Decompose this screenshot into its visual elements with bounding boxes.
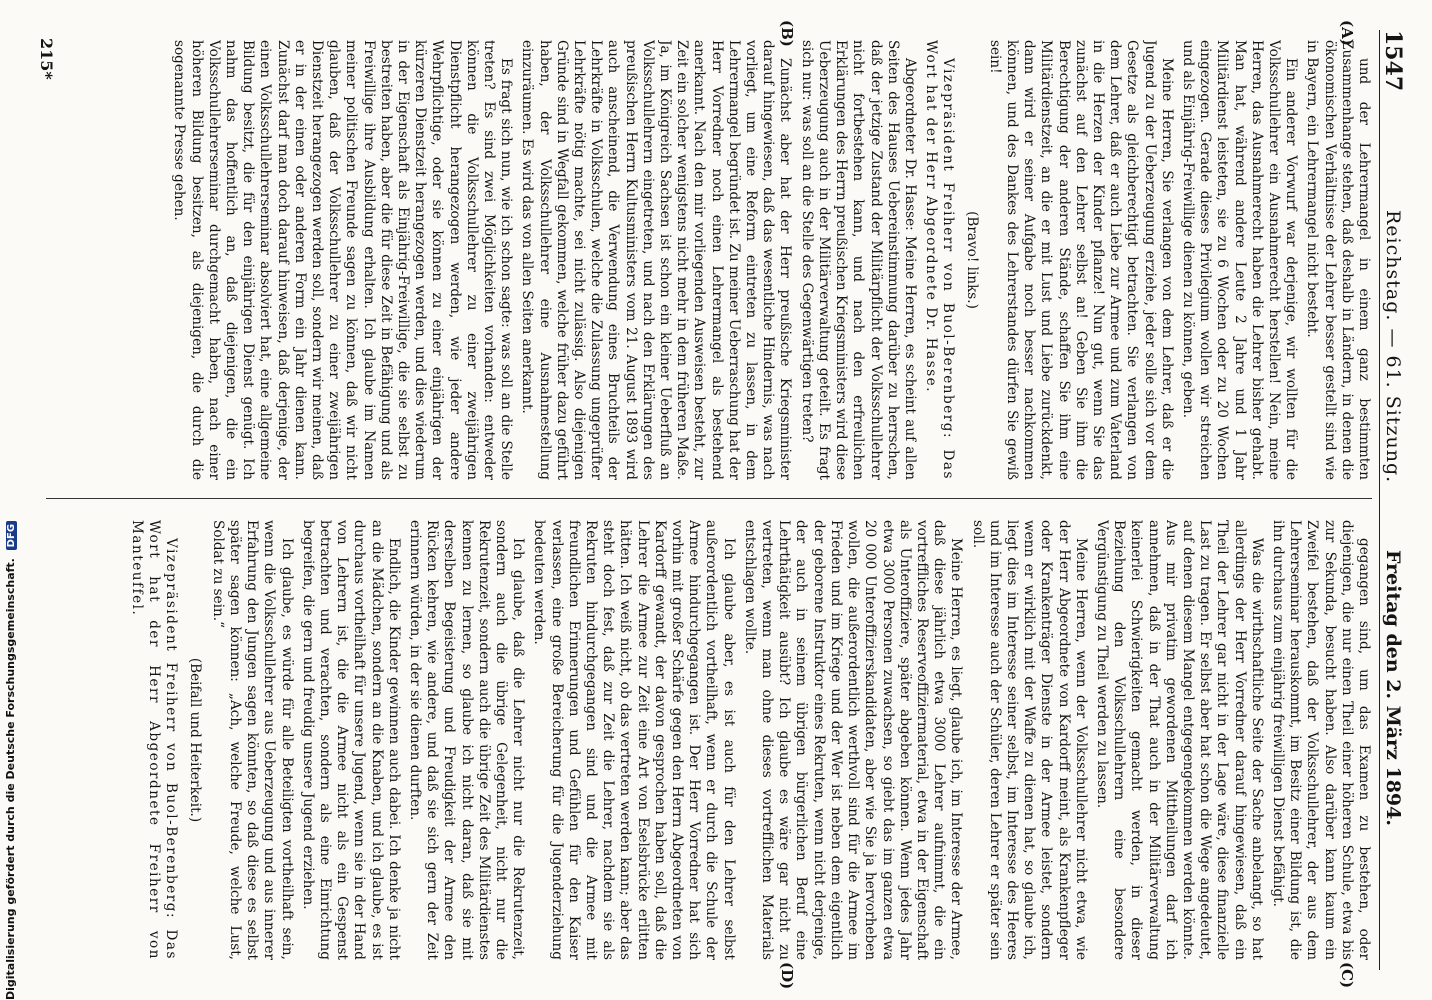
paragraph: Ich glaube, daß die Lehrer nicht nur die Rekrutenzeit, sondern auch die übrige Gelegenheit, nicht nur die Rekrutenzeit, sondern auch die übrige Zeit des Militärdienstes kennen zu lernen, so glaube ich nicht daran, daß sie mit derselben Begeisterung und Freudigkeit der Armee den Rücken kehren, wie andere, und daß sie sich gern der Zeit erinnern würden, in der sie dienen durften. [407, 520, 527, 960]
paragraph: Abgeordneter Dr. Hasse: Meine Herren, es scheint auf allen Seiten des Hauses Uebereinstimmung darüber zu herrschen, daß der jetzige Zustand der Militärpflicht der Volksschullehrer nicht fortbestehen kann, und nach den erfreulichen Erklärungen des Herrn preußischen Kriegsministers wird diese Ueberzeugung auch in der Militärverwaltung geteilt. Es fragt sich nur: was soll an die Stelle des Gegenwärtigen treten? [798, 40, 918, 480]
paragraph: Es fragt sich nun, wie ich schon sagte: was soll an die Stelle treten? Es sind zwei Möglichkeiten vorhanden: entweder können die Volksschullehrer zu einer zweijährigen Dienstpflicht herangezogen werden, wie jeder andere Wehrpflichtige, oder sie können zu einer einjährigen der kürzeren Dienstzeit herangezogen werden, und dies wiederum in der Eigenschaft als Einjährig-Freiwillige, die sie selbst zu bestreiten haben, aber die für diese Zeit in Befähigung und als Freiwillige ihre Ausbildung erhalten. Ich glaube im Namen meiner politischen Freunde sagen zu können, daß wir nicht glauben, daß der Volksschullehrer zu einer zweijährigen Dienstzeit herangezogen werden soll, sondern wir meinen, daß er in der einen oder anderen Form ein Jahr dienen kann. Zunächst darf man doch darauf hinweisen, daß derjenige, der einen Volksschullehrerseminar absolviert hat, eine allgemeine Bildung besitzt, die für den einjährigen Dienst genügt. Ich nahm das hoffentlich an, daß diejenigen, die ein Volksschullehrerseminar durchgemacht haben, nach einer höheren Bildung besitzen, als diejenigen, die durch die sogenannte Presse gehen. [171, 40, 515, 480]
paragraph: Ich glaube, es würde für alle Beteiligten vortheilhaft sein, wenn die Volksschullehrer aus Ueberzeugung und aus innerer Erfahrung den Jungen sagen könnten, so daß diese es selbst später sagen können: „Ach, welche Freude, welche Lust, Soldat zu sein.“ [209, 520, 295, 960]
dfg-logo: DFG [6, 521, 17, 550]
rotated-sheet [16, 20, 1416, 990]
paragraph: Zunächst aber hat der Herr preußische Kriegsminister darauf hingewiesen, daß das wesentliche Hindernis, was nach vorliegt, um eine Reform eintreten zu lassen, in dem Lehrermangel begründet ist. Zu meiner Ueberraschung hat der Herr Vorredner noch einen Lehrermangel als bestehend anerkannt. Nach den mir vorliegenden Ausweisen besteht, zur Zeit ein solcher wenigstens nicht mehr in dem früheren Maße. Ja, im Königreich Sachsen ist schon ein kleiner Ueberfluß an Volksschullehrern eingetreten, und nach den Erklärungen des preußischen Herrn Kultusministers vom 21. August 1893 wird auch anscheinend, die Verwendung eines Bruchteils der Lehrkräfte in Volksschulen, welche die Zulassung ungeprüfter Lehrkräfte nötig machte, sei nicht zulässig. Also diejenigen Gründe sind in Wegfall gekommen, welche früher dazu geführt haben, der Volksschullehrer eine Ausnahmestellung einzuräumen. Es wird das von allen Seiten anerkannt. [519, 40, 794, 480]
margin-marker-a: (A) [1338, 20, 1356, 46]
paragraph: Ein anderer Vorwurf war derjenige, wir wollten für die Volksschullehrer ein Ausnahmerecht herstellen! Nein, meine Herren, das Ausnahmerecht haben die Lehrer bisher gehabt. Man hat, während andere Leute 2 Jahre und 1 Jahr Militärdienst leisteten, sie zu 6 Wochen oder zu 20 Wochen eingezogen. Gerade dieses Privilegium wollen wir streichen und als Einjährig-Freiwillige dienen zu können, geben. [1179, 40, 1300, 480]
paragraph: und der Lehrermangel in einem ganz bestimmten Zusammenhange stehen, daß deshalb in Ländern, in denen die ökonomischen Verhältnisse der Lehrer besser gestellt sind wie in Bayern, ein Lehrermangel nicht besteht. [1304, 40, 1372, 480]
paragraph: Meine Herren, wenn der Volksschullehrer nicht etwa, wie der Herr Abgeordnete von Kardorff meint, als Krankenpfleger oder Krankenträger Dienste in der Armee leistet, sondern wenn er wirklich mit der Waffe zu dienen hat, so glaube ich, liegt dies im Interesse seiner selbst, im Interesse des Heeres und im Interesse auch der Schüler, deren Lehrer er später sein soll. [969, 520, 1089, 960]
sheet-signature: 215* [37, 38, 56, 80]
paragraph: Ich glaube aber, es ist auch für den Lehrer selbst außerordentlich vortheilhaft, wenn er durch die Schule der Armee hindurchgegangen ist. Der Herr Vorredner hat sich vorhin mit großer Schärfe gegen den Herrn Abgeordneten von Kardorff gewandt, der davon gesprochen haben soll, daß die Lehrer die Armee zur Zeit eine Art von Eselsbrücke erlitten hätten. Ich weiß nicht, ob das vertreten werden kann; aber das steht doch fest, daß zur Zeit die Lehrer, nachdem sie als Rekruten hindurchgegangen sind und die Armee mit freundlichen Erinnerungen und Gefühlen für den Kaiser verlassen, eine große Bereicherung für die Jugenderziehung bedeuten werden. [531, 520, 737, 960]
margin-marker-d: (D) [778, 962, 796, 990]
paragraph: Endlich, die Kinder gewinnen auch dabei. Ich denke ja nicht an die Mädchen, sondern an die Knaben, und ich glaube, es ist durchaus vortheilhaft für unsere Jugend, wenn sie in der Hand von Lehrern ist, die die Armee nicht als ein Gespenst betrachten und verachten, sondern als eine Einrichtung begreifen, die gern und freudig unsere Jugend erziehen. [299, 520, 402, 960]
page-number: 1547 [1380, 30, 1406, 92]
left-text-column [46, 40, 1372, 480]
interjection: (Bravo! links.) [963, 211, 980, 309]
digitization-credit [4, 521, 17, 1000]
speaker-line: Vizepräsident Freiherr von Buol-Berenberg: Das Wort hat der Herr Abgeordnete Freiherr von Manteuffel. [128, 520, 180, 960]
session-title: Reichstag. — 61. Sitzung. [1382, 210, 1404, 484]
paragraph: gegangen sind, um das Examen zu bestehen, oder diejenigen, die nur einen Theil einer höheren Schule, etwa bis zur Sekunda, besucht haben. Also darüber kann kaum ein Zweifel bestehen, daß der Volksschullehrer, der aus dem Lehrerseminar herauskommt, im Besitz einer Bildung ist, die ihn durchaus zum einjährig freiwilligen Dienst befähigt. [1269, 520, 1372, 960]
margin-marker-b: (B) [778, 20, 796, 47]
right-text-column [46, 520, 1372, 960]
credit-text: Digitalisierung gefördert durch die Deutsche Forschungsgemeinschaft. [4, 558, 17, 1000]
column-divider [46, 498, 1372, 499]
session-date: Freitag den 2. März 1894. [1382, 550, 1404, 826]
page-header [1379, 30, 1408, 970]
paragraph: Meine Herren, Sie verlangen von dem Lehrer, daß er die Jugend zu der Ueberzeugung erziehe, jeder solle sich vor dem Gesetze als gleichberechtigt betrachten. Sie verlangen von dem Lehrer, daß er auch Liebe zur Armee und zum Vaterland in die Herzen der Kinder pflanze! Nun gut, wenn Sie das zunächst auf den Lehrer selbst an! Geben Sie ihm die Berechtigung der anderen Stände, schaffen Sie ihm eine Militärdienstzeit, an die er mit Lust und Liebe zurückdenkt, dann wird er seiner Aufgabe noch besser nachkommen können, und des Dankes des Lehrerstandes dürfen Sie gewiß sein! [986, 40, 1175, 480]
margin-marker-c: (C) [1338, 962, 1356, 989]
speaker-line: Vizepräsident Freiherr von Buol-Berenberg: Das Wort hat der Herr Abgeordnete Dr. Hasse. [923, 40, 957, 480]
interjection: (Beifall und Heiterkeit.) [186, 657, 203, 823]
paragraph: Meine Herren, es liegt, glaube ich, im Interesse der Armee, daß diese jährlich etwa 3000 Lehrer aufnimmt, die ein vortreffliches Reserveoffiziermaterial, etwa in der Eigenschaft als Unteroffiziere, später abgeben können. Wenn jedes Jahr etwa 3000 Personen zuwachsen, so giebt das im ganzen etwa 20 000 Unteroffizierskandidaten, aber wie Sie ja hervorheben wollen, die außerordentlich werthvoll sind für die Armee im Frieden und im Kriege und der Wer ist neben dem eigentlich der geborene Instruktor eines Rekruten, wenn nicht derjenige, der auch in seinem übrigen bürgerlichen Beruf eine Lehrthätigkeit ausübt? Ich glaube es wäre gar nicht zu vertreten, wenn man ohne dieses vortrefflichen Materials entschlagen wollte. [741, 520, 965, 960]
paragraph: Was die wirthschaftliche Seite der Sache anbelangt, so hat allerdings der Herr Vorredner darauf hingewiesen, daß ein Theil der Lehrer gar nicht in der Lage wäre, diese finanzielle Last zu tragen. Er selbst aber hat schon die Wege angedeutet, auf denen diesem Mangel entgegengekommen werden könnte. Aus mir privatim gewordenen Mittheilungen darf ich annehmen, daß in der That auch in der Militärverwaltung keinerlei Schwierigkeiten gemacht werden, in dieser Beziehung den Volksschullehrern eine besondere Vergünstigung zu Theil werden zu lassen. [1093, 520, 1265, 960]
